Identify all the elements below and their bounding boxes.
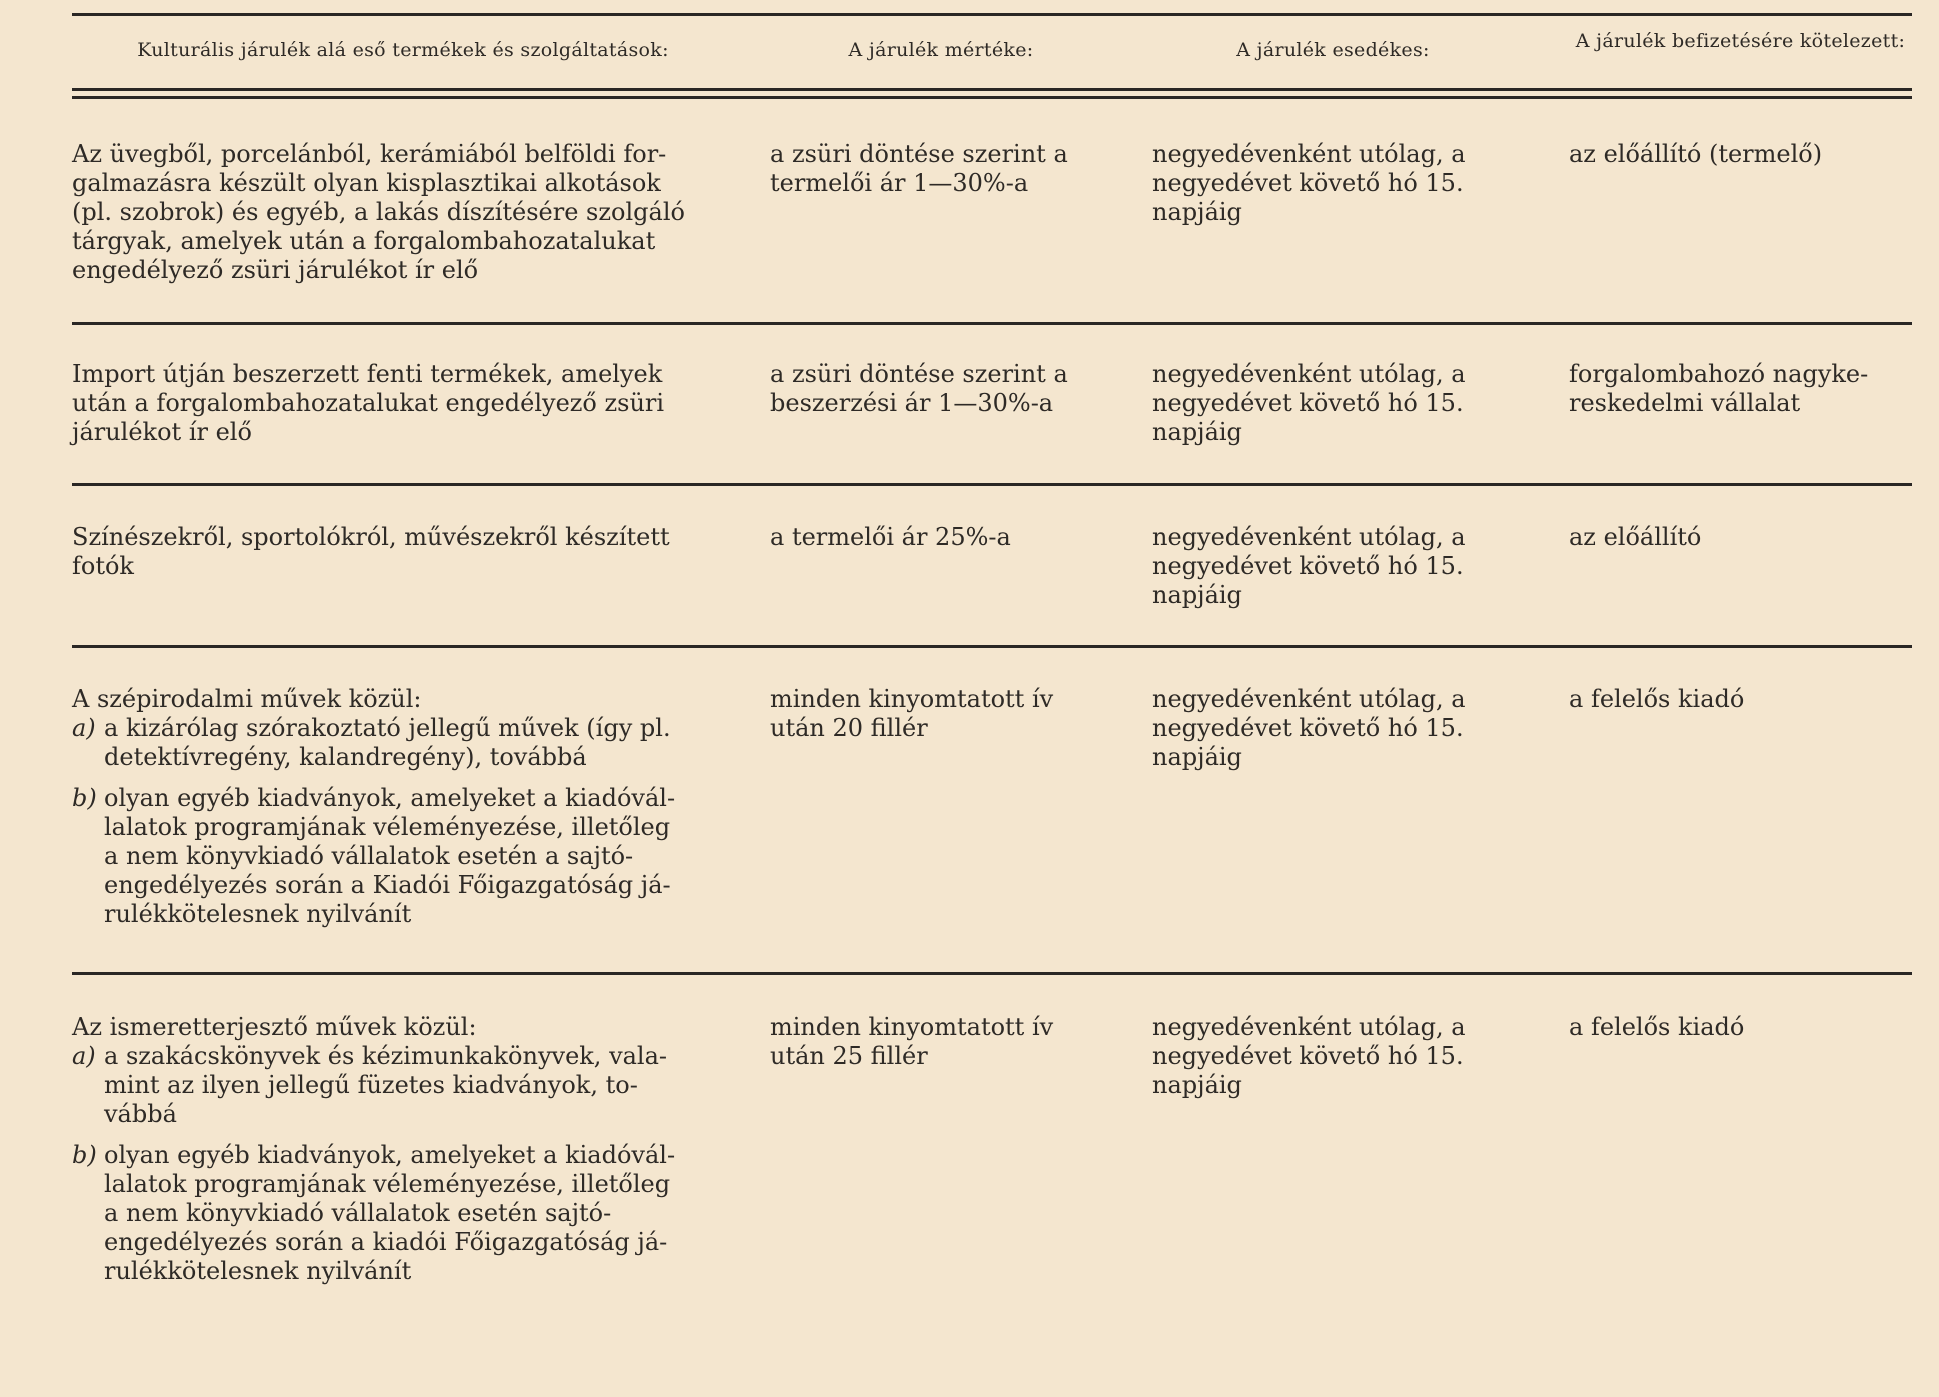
text-line: rulékkötelesnek nyilvánít <box>104 900 412 928</box>
text-line: negyedévenként utólag, a <box>1152 1013 1466 1041</box>
text-line: napjáig <box>1152 581 1242 609</box>
rate-cell <box>770 685 1112 743</box>
text-line: Az üvegből, porcelánból, kerámiából belföldi for- <box>72 140 667 168</box>
text-line: engedélyezés során a kiadói Főigazgatóság já- <box>104 1228 668 1256</box>
payer-cell <box>1569 360 1912 418</box>
text-line: negyedévet követő hó 15. <box>1152 169 1464 197</box>
text-line: a termelői ár 25%-a <box>770 523 1011 551</box>
product-cell <box>72 140 734 285</box>
text-line: a felelős kiadó <box>1569 685 1745 713</box>
due-cell <box>1152 360 1514 447</box>
header-products: Kulturális járulék alá eső termékek és szolgáltatások: <box>137 39 669 61</box>
rate-cell <box>770 140 1112 198</box>
text-line: negyedévet követő hó 15. <box>1152 389 1464 417</box>
text-line: olyan egyéb kiadványok, amelyeket a kiadóvál- <box>104 784 676 812</box>
item-marker: b) <box>72 784 97 812</box>
text-line: járulékot ír elő <box>72 418 252 446</box>
text-line: napjáig <box>1152 743 1242 771</box>
text-line: engedélyező zsüri járulékot ír elő <box>72 256 479 284</box>
text-line: a zsüri döntése szerint a <box>770 140 1068 168</box>
due-cell <box>1152 1013 1514 1100</box>
text-line: negyedévenként utólag, a <box>1152 685 1466 713</box>
row-divider <box>72 483 1912 486</box>
text-line: az előállító <box>1569 523 1702 551</box>
list-intro: A szépirodalmi művek közül: <box>72 685 422 713</box>
text-line: negyedévet követő hó 15. <box>1152 552 1464 580</box>
header-rate: A járulék mértéke: <box>848 39 1034 61</box>
top-rule <box>72 13 1912 16</box>
text-line: negyedévet követő hó 15. <box>1152 1042 1464 1070</box>
text-line: minden kinyomtatott ív <box>770 1013 1054 1041</box>
text-line: napjáig <box>1152 1071 1242 1099</box>
row-divider <box>72 972 1912 975</box>
text-line: reskedelmi vállalat <box>1569 389 1801 417</box>
row-divider <box>72 645 1912 648</box>
header-due: A járulék esedékes: <box>1236 39 1430 61</box>
product-cell <box>72 1013 734 1286</box>
text-line: forgalombahozó nagyke- <box>1569 360 1869 388</box>
text-line: a felelős kiadó <box>1569 1013 1745 1041</box>
text-line: olyan egyéb kiadványok, amelyeket a kiadóvál- <box>104 1141 676 1169</box>
payer-cell <box>1569 140 1912 169</box>
text-line: rulékkötelesnek nyilvánít <box>104 1257 412 1285</box>
product-cell <box>72 360 734 447</box>
header-payer: A járulék befizetésére kötelezett: <box>1575 30 1906 52</box>
text-line: Import útján beszerzett fenti termékek, amelyek <box>72 360 663 388</box>
text-line: lalatok programjának véleményezése, illetőleg <box>104 813 671 841</box>
payer-cell <box>1569 523 1912 552</box>
text-line: detektívregény, kalandregény), továbbá <box>104 743 587 771</box>
text-line: minden kinyomtatott ív <box>770 685 1054 713</box>
text-line: után 25 fillér <box>770 1042 928 1070</box>
text-line: után 20 fillér <box>770 714 928 742</box>
list-intro: Az ismeretterjesztő művek közül: <box>72 1013 477 1041</box>
text-line: negyedévet követő hó 15. <box>1152 714 1464 742</box>
text-line: beszerzési ár 1—30%-a <box>770 389 1054 417</box>
item-marker: a) <box>72 1042 96 1070</box>
payer-cell <box>1569 685 1912 714</box>
list-item-a <box>72 1042 734 1129</box>
text-line: negyedévenként utólag, a <box>1152 360 1466 388</box>
text-line: az előállító (termelő) <box>1569 140 1823 168</box>
text-line: a zsüri döntése szerint a <box>770 360 1068 388</box>
list-item-b <box>72 1141 734 1286</box>
text-line: napjáig <box>1152 198 1242 226</box>
text-line: a nem könyvkiadó vállalatok esetén a sajtó- <box>104 842 634 870</box>
product-cell <box>72 685 734 929</box>
text-line: a szakácskönyvek és kézimunkakönyvek, vala- <box>104 1042 668 1070</box>
text-line: mint az ilyen jellegű füzetes kiadványok, to- <box>104 1071 638 1099</box>
text-line: (pl. szobrok) és egyéb, a lakás díszítésére szolgáló <box>72 198 685 226</box>
text-line: negyedévenként utólag, a <box>1152 140 1466 168</box>
item-marker: a) <box>72 714 96 742</box>
rate-cell <box>770 1013 1112 1071</box>
text-line: lalatok programjának véleményezése, illetőleg <box>104 1170 671 1198</box>
header-rule-top <box>72 88 1912 91</box>
payer-cell <box>1569 1013 1912 1042</box>
list-item-b <box>72 784 734 929</box>
text-line: Színészekről, sportolókról, művészekről készített <box>72 523 670 551</box>
header-rule-bottom <box>72 96 1912 99</box>
text-line: a nem könyvkiadó vállalatok esetén sajtó- <box>104 1199 612 1227</box>
due-cell <box>1152 140 1514 227</box>
rate-cell <box>770 523 1112 552</box>
text-line: tárgyak, amelyek után a forgalombahozatalukat <box>72 227 656 255</box>
text-line: engedélyezés során a Kiadói Főigazgatóság já- <box>104 871 671 899</box>
text-line: termelői ár 1—30%-a <box>770 169 1029 197</box>
item-marker: b) <box>72 1141 97 1169</box>
list-item-a <box>72 714 734 772</box>
table-header <box>72 28 1912 83</box>
text-line: fotók <box>72 552 134 580</box>
text-line: napjáig <box>1152 418 1242 446</box>
rate-cell <box>770 360 1112 418</box>
text-line: galmazásra készült olyan kisplasztikai alkotások <box>72 169 661 197</box>
text-line: a kizárólag szórakoztató jellegű művek (így pl. <box>104 714 671 742</box>
row-divider <box>72 322 1912 325</box>
text-line: vábbá <box>104 1100 177 1128</box>
due-cell <box>1152 523 1514 610</box>
text-line: után a forgalombahozatalukat engedélyező zsüri <box>72 389 665 417</box>
text-line: negyedévenként utólag, a <box>1152 523 1466 551</box>
due-cell <box>1152 685 1514 772</box>
product-cell <box>72 523 734 581</box>
